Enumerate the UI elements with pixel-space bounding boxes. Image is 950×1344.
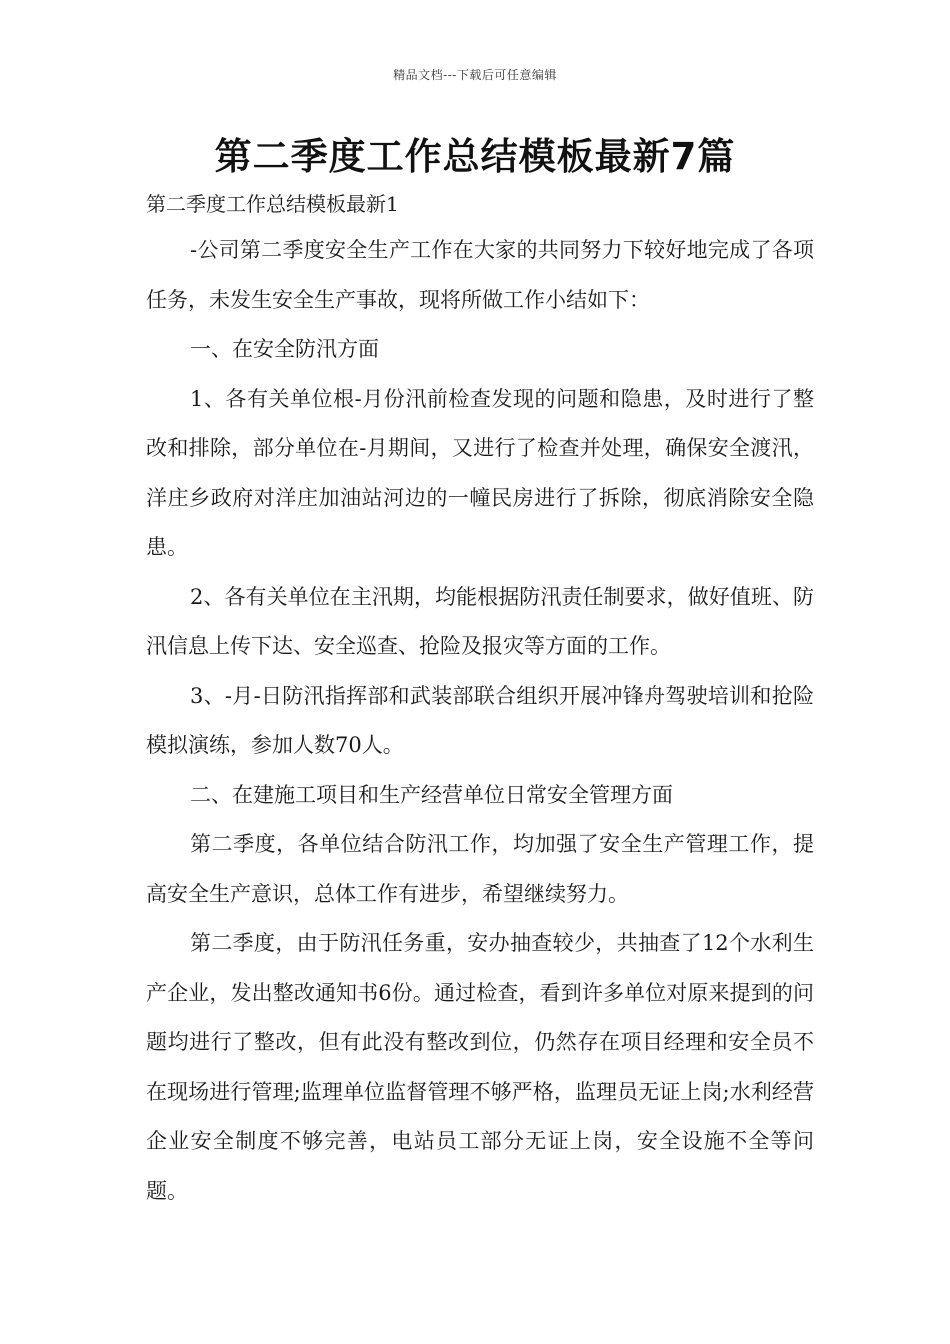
paragraph: 3、-月-日防汛指挥部和武装部联合组织开展冲锋舟驾驶培训和抢险模拟演练，参加人数70人。 (146, 683, 814, 757)
document-title: 第二季度工作总结模板最新7篇 (214, 135, 736, 178)
paragraph: -公司第二季度安全生产工作在大家的共同努力下较好地完成了各项任务，未发生安全生产事故，现将所做工作小结如下： (146, 238, 814, 312)
paragraph: 第二季度，由于防汛任务重，安办抽查较少，共抽查了12个水利生产企业，发出整改通知书6份。通过检查，看到许多单位对原来提到的问题均进行了整改，但有此没有整改到位，仍然存在项目经理和安全员不在现场进行管理;监理单位监督管理不够严格，监理员无证上岗;水利经营企业安全制度不够完善，电站员工部分无证上岗，安全设施不全等问题。 (146, 931, 814, 1203)
document-body (146, 226, 814, 1216)
section-heading: 第二季度工作总结模板最新1 (146, 192, 399, 216)
paragraph: 第二季度，各单位结合防汛工作，均加强了安全生产管理工作，提高安全生产意识，总体工作有进步，希望继续努力。 (146, 832, 814, 906)
paragraph: 二、在建施工项目和生产经营单位日常安全管理方面 (190, 782, 673, 807)
header-note: 精品文档---下载后可任意编辑 (393, 68, 557, 82)
paragraph: 1、各有关单位根-月份汛前检查发现的问题和隐患，及时进行了整改和排除，部分单位在-月期间，又进行了检查并处理，确保安全渡汛，洋庄乡政府对洋庄加油站河边的一幢民房进行了拆除，彻底消除安全隐患。 (146, 386, 814, 559)
paragraph: 2、各有关单位在主汛期，均能根据防汛责任制要求，做好值班、防汛信息上传下达、安全巡查、抢险及报灾等方面的工作。 (146, 584, 814, 658)
paragraph: 一、在安全防汛方面 (190, 337, 379, 361)
